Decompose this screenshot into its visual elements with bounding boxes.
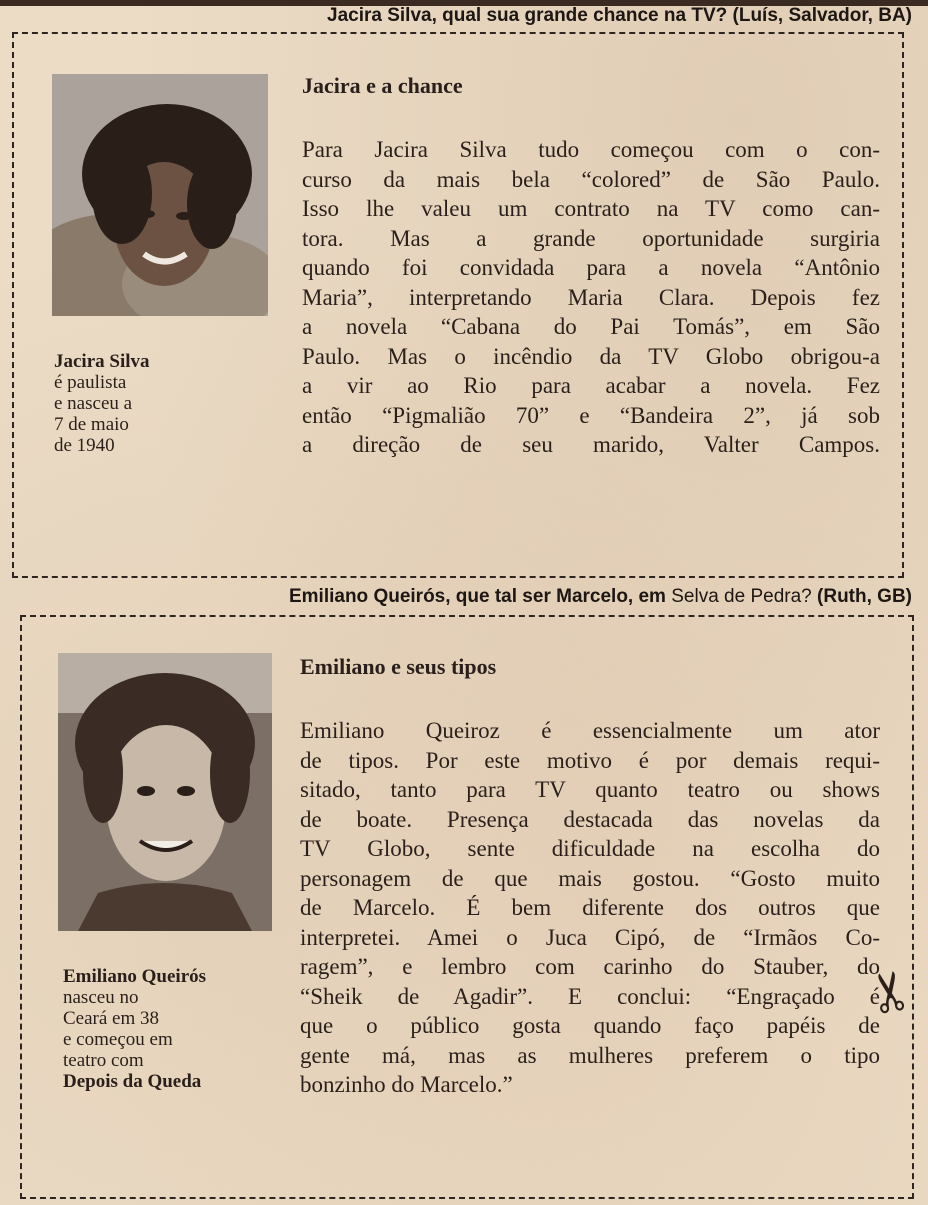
body-line: de tipos. Por este motivo é por demais requi-	[300, 747, 880, 773]
body-line: a novela “Cabana do Pai Tomás”, em São	[302, 314, 880, 339]
question-2-plain: Selva de Pedra?	[671, 586, 812, 607]
body-line: gente má, mas as mulheres preferem o tipo	[300, 1042, 880, 1068]
question-2-tail: (Ruth, GB)	[817, 586, 912, 607]
question-2	[289, 586, 912, 608]
body-line: a vir ao Rio para acabar a novela. Fez	[302, 373, 880, 398]
article-box-jacira	[12, 32, 904, 578]
body-line: Paulo. Mas o incêndio da TV Globo obrigou-a	[302, 343, 880, 369]
body-line: “Sheik de Agadir”. E conclui: “Engraçado é	[300, 983, 880, 1009]
body-line: então “Pigmalião 70” e “Bandeira 2”, já sob	[302, 402, 880, 428]
caption-line: e começou em	[63, 1029, 173, 1050]
body-line: curso da mais bela “colored” de São Paulo.	[302, 166, 880, 192]
body-line: personagem de que mais gostou. “Gosto muito	[300, 865, 880, 891]
caption-line: e nasceu a	[54, 393, 133, 414]
body-line: Para Jacira Silva tudo começou com o con-	[302, 137, 880, 162]
caption-jacira	[54, 351, 150, 456]
body-line: de Marcelo. É bem diferente dos outros que	[300, 895, 880, 920]
article-title: Emiliano e seus tipos	[300, 654, 497, 679]
caption-line: de 1940	[54, 435, 115, 456]
body-line: tora. Mas a grande oportunidade surgiria	[302, 225, 880, 251]
scissors-icon: ✂	[855, 963, 926, 1020]
article-emiliano	[300, 653, 880, 1100]
body-line: Maria”, interpretando Maria Clara. Depois fez	[302, 284, 880, 310]
body-line: Isso lhe valeu um contrato na TV como can-	[302, 196, 880, 221]
body-line: sitado, tanto para TV quanto teatro ou shows	[300, 777, 880, 802]
caption-name: Jacira Silva	[54, 351, 150, 372]
article-box-emiliano	[20, 615, 914, 1199]
caption-emiliano	[63, 966, 206, 1092]
question-2-main: Emiliano Queirós, que tal ser Marcelo, em	[288, 586, 666, 607]
photo-jacira	[52, 74, 268, 316]
caption-line: nasceu no	[63, 987, 139, 1008]
photo-emiliano	[58, 653, 272, 931]
article-jacira	[302, 72, 880, 460]
body-line: que o público gosta quando faço papéis de	[300, 1013, 880, 1038]
caption-line: teatro com	[63, 1050, 144, 1071]
body-line: a direção de seu marido, Valter Campos.	[302, 432, 880, 457]
article-title: Jacira e a chance	[302, 73, 463, 98]
body-line: TV Globo, sente dificuldade na escolha do	[300, 836, 880, 861]
caption-bold-title: Depois da Queda	[63, 1071, 202, 1092]
caption-name: Emiliano Queirós	[63, 966, 207, 987]
body-line: de boate. Presença destacada das novelas da	[300, 806, 880, 832]
caption-line: é paulista	[54, 372, 127, 393]
body-line: quando foi convidada para a novela “Antônio	[302, 255, 880, 280]
caption-line: Ceará em 38	[63, 1008, 160, 1029]
body-line: ragem”, e lembro com carinho do Stauber, do	[300, 954, 880, 979]
body-line: bonzinho do Marcelo.”	[300, 1072, 513, 1097]
caption-line: 7 de maio	[54, 414, 129, 435]
body-line: Emiliano Queiroz é essencialmente um ator	[300, 718, 880, 743]
question-1: Jacira Silva, qual sua grande chance na TV? (Luís, Salvador, BA)	[327, 5, 912, 26]
body-line: interpretei. Amei o Juca Cipó, de “Irmãos Co-	[300, 924, 880, 950]
